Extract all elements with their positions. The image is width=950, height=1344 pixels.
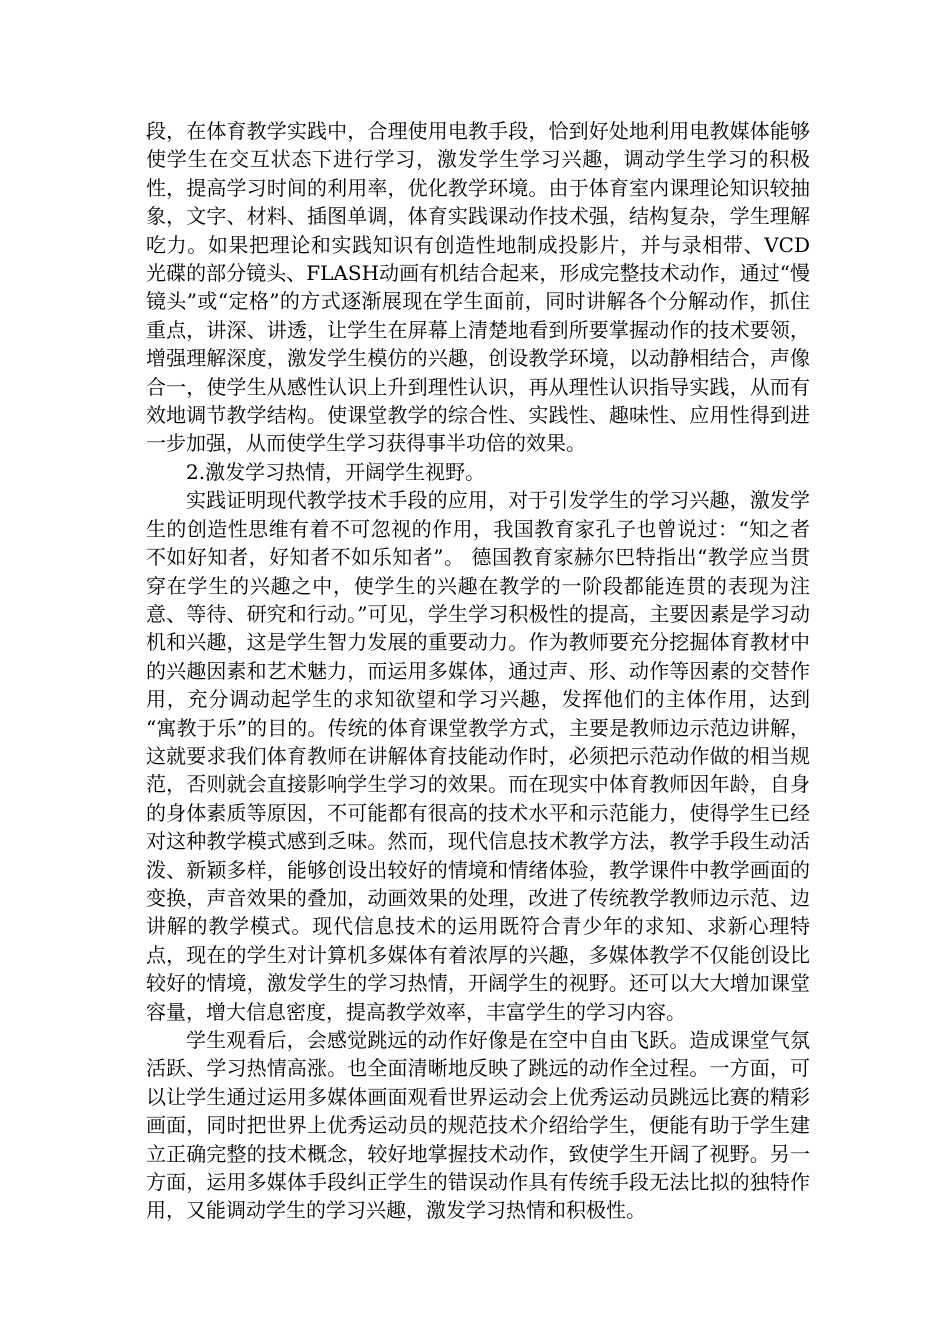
section-heading: 2.激发学习热情，开阔学生视野。 — [186, 459, 486, 484]
paragraph-intro-continued: 段，在体育教学实践中，合理使用电教手段，恰到好处地利用电教媒体能够使学生在交互状态下进行学习，激发学生学习兴趣，调动学生学习的积极性，提高学习时间的利用率，优化教学环境。由于体育室内课理论知识较抽象，文字、材料、插图单调，体育实践课动作技术强，结构复杂，学生理解吃力。如果把理论和实践知识有创造性地制成投影片，并与录相带、VCD光碟的部分镜头、FLASH动画有机结合起来，形成完整技术动作，通过“慢镜头”或“定格”的方式逐渐展现在学生面前，同时讲解各个分解动作，抓住重点，讲深、讲透，让学生在屏幕上清楚地看到所要掌握动作的技术要领，增强理解深度，激发学生模仿的兴趣，创设教学环境，以动静相结合，声像合一，使学生从感性认识上升到理性认识，再从理性认识指导实践，从而有效地调节教学结构。使课堂教学的综合性、实践性、趣味性、应用性得到进一步加强，从而使学生学习获得事半功倍的效果。 — [146, 119, 810, 456]
paragraph-long-jump: 学生观看后，会感觉跳远的动作好像是在空中自由飞跃。造成课堂气氛活跃、学习热情高涨。也全面清晰地反映了跳远的动作全过程。一方面，可以让学生通过运用多媒体画面观看世界运动会上优秀运动员跳远比赛的精彩画面，同时把世界上优秀运动员的规范技术介绍给学生，便能有助于学生建立正确完整的技术概念，较好地掌握技术动作，致使学生开阔了视野。另一方面，运用多媒体手段纠正学生的错误动作具有传统手段无法比拟的独特作用，又能调动学生的学习兴趣，激发学习热情和积极性。 — [146, 1028, 810, 1223]
document-body — [146, 117, 810, 1225]
paragraph-practice: 实践证明现代教学技术手段的应用，对于引发学生的学习兴趣，激发学生的创造性思维有着不可忽视的作用，我国教育家孔子也曾说过：“知之者不如好知者，好知者不如乐知者”。 德国教育家赫尔巴特指出“教学应当贯穿在学生的兴趣之中，使学生的兴趣在教学的一阶段都能连贯的表现为注意、等待、研究和行动。”可见，学生学习积极性的提高，主要因素是学习动机和兴趣，这是学生智力发展的重要动力。作为教师要充分挖掘体育教材中的兴趣因素和艺术魅力，而运用多媒体，通过声、形、动作等因素的交替作用，充分调动起学生的求知欲望和学习兴趣，发挥他们的主体作用，达到 “寓教于乐”的目的。传统的体育课堂教学方式，主要是教师边示范边讲解，这就要求我们体育教师在讲解体育技能动作时，必须把示范动作做的相当规范，否则就会直接影响学生学习的效果。而在现实中体育教师因年龄，自身的身体素质等原因，不可能都有很高的技术水平和示范能力，使得学生已经对这种教学模式感到乏味。然而，现代信息技术教学方法，教学手段生动活泼、新颖多样，能够创设出较好的情境和情绪体验，教学课件中教学画面的变换，声音效果的叠加，动画效果的处理，改进了传统教学教师边示范、边讲解的教学模式。现代信息技术的运用既符合青少年的求知、求新心理特点，现在的学生对计算机多媒体有着浓厚的兴趣，多媒体教学不仅能创设比较好的情境，激发学生的学习热情，开阔学生的视野。还可以大大增加课堂容量，增大信息密度，提高教学效率，丰富学生的学习内容。 — [146, 488, 810, 1024]
